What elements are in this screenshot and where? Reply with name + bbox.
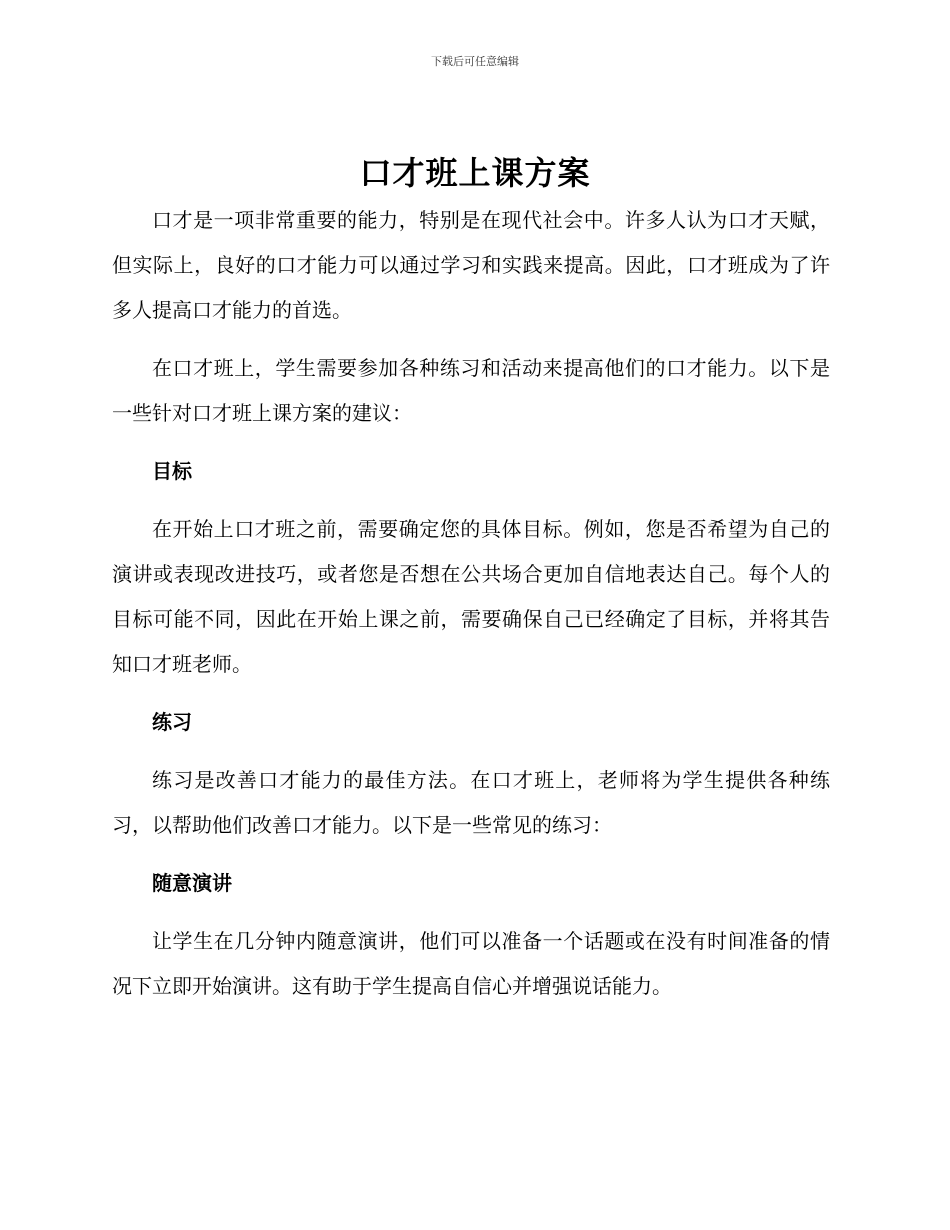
impromptu-speech-paragraph: 让学生在几分钟内随意演讲，他们可以准备一个话题或在没有时间准备的情况下立即开始演讲。这有助于学生提高自信心并增强说话能力。 bbox=[112, 929, 830, 998]
document-body bbox=[112, 198, 830, 1009]
intro-paragraph-2: 在口才班上，学生需要参加各种练习和活动来提高他们的口才能力。以下是一些针对口才班上课方案的建议： bbox=[112, 356, 830, 425]
page-title: 口才班上课方案 bbox=[359, 154, 591, 192]
intro-paragraph-1: 口才是一项非常重要的能力，特别是在现代社会中。许多人认为口才天赋，但实际上，良好的口才能力可以通过学习和实践来提高。因此，口才班成为了许多人提高口才能力的首选。 bbox=[112, 208, 830, 322]
practice-heading: 练习 bbox=[152, 710, 192, 734]
goal-heading: 目标 bbox=[152, 459, 192, 483]
practice-paragraph: 练习是改善口才能力的最佳方法。在口才班上，老师将为学生提供各种练习，以帮助他们改善口才能力。以下是一些常见的练习： bbox=[112, 768, 830, 837]
goal-paragraph: 在开始上口才班之前，需要确定您的具体目标。例如，您是否希望为自己的演讲或表现改进技巧，或者您是否想在公共场合更加自信地表达自己。每个人的目标可能不同，因此在开始上课之前，需要确保自己已经确定了目标，并将其告知口才班老师。 bbox=[112, 517, 830, 676]
header-note: 下载后可任意编辑 bbox=[431, 55, 519, 68]
impromptu-speech-heading: 随意演讲 bbox=[152, 871, 232, 895]
